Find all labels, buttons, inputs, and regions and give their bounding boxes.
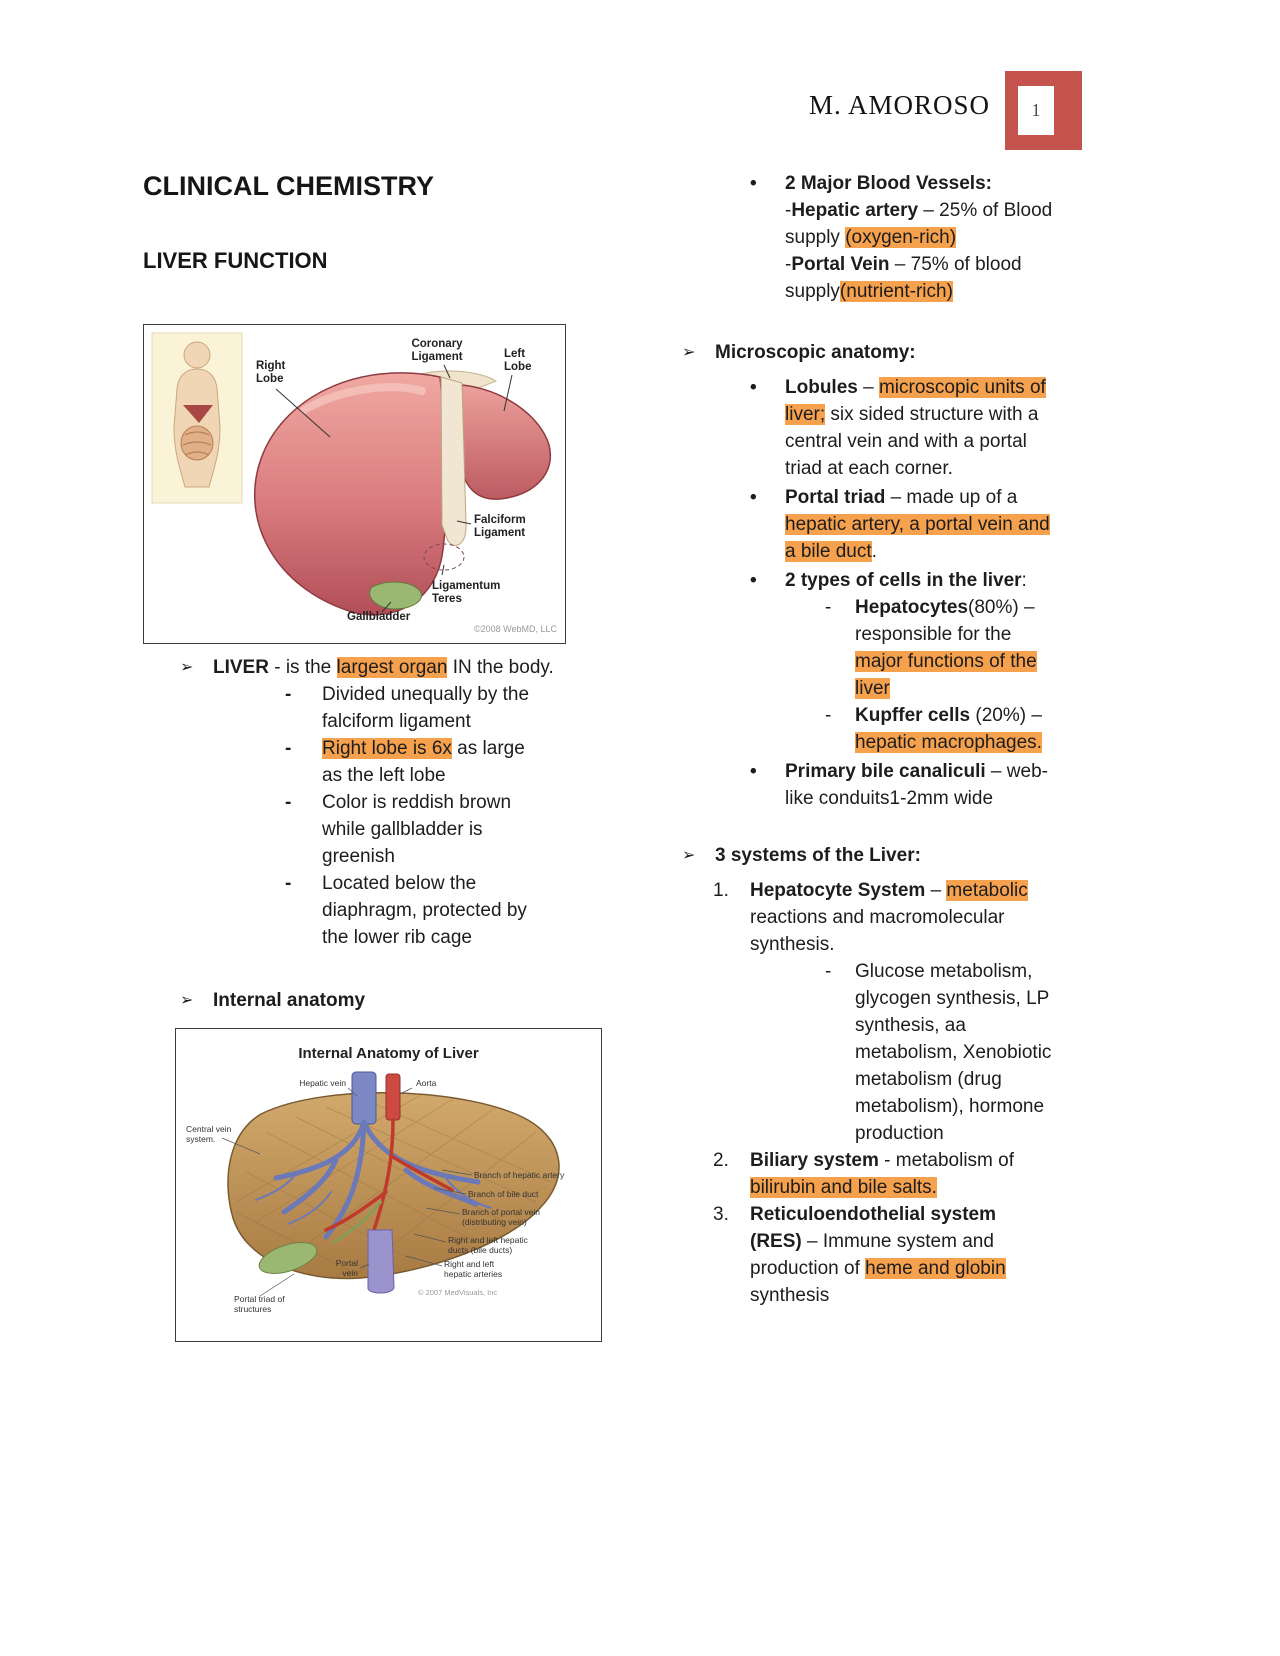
list-item-text (322, 789, 537, 870)
label-falciform-ligament-2: Ligament (474, 527, 526, 539)
right-column (680, 170, 1150, 1309)
page-title: CLINICAL CHEMISTRY (143, 171, 435, 201)
heading-text: Microscopic anatomy: (715, 342, 916, 363)
page-number: 1 (1018, 86, 1054, 135)
text-segment: – 25% of Blood supply (785, 200, 1053, 248)
list-item-text (855, 702, 1060, 756)
heading-internal-anatomy (143, 987, 613, 1014)
label-falciform-ligament: Falciform (474, 514, 526, 526)
label-coronary-ligament: Coronary (411, 338, 463, 350)
text-segment: Primary bile canaliculi (785, 761, 986, 782)
list-item-location (143, 870, 613, 951)
text-segment: Biliary system (750, 1150, 879, 1171)
text-segment: synthesis (750, 1285, 830, 1306)
internal-liver-illustration (176, 1062, 599, 1320)
text-segment: hepatic artery, a portal vein and a bile duct (785, 514, 1050, 562)
list-item-text (322, 870, 537, 951)
arrow-bullet-icon: ➢ (682, 344, 696, 361)
text-segment: – web-like conduits1-2mm wide (785, 761, 1048, 809)
label-left-lobe-2: Lobe (504, 361, 532, 373)
list-item-res-system (680, 1201, 1150, 1309)
dash-bullet-icon: - (825, 597, 832, 618)
aorta-shape (386, 1074, 400, 1120)
text-segment: heme and globin (865, 1258, 1006, 1279)
label-portal-triad-2: structures (234, 1304, 272, 1314)
text-segment: (20%) – (970, 705, 1042, 726)
figure-credit: © 2007 MedVisuals, Inc (418, 1288, 498, 1297)
list-item-liver (143, 654, 613, 681)
hepatic-vein-shape (352, 1072, 376, 1124)
list-item-right-lobe-size (143, 735, 613, 789)
text-segment: as large as the left lobe (322, 738, 525, 786)
dash-bullet-icon: - (285, 873, 292, 894)
list-item-biliary-system (680, 1147, 1150, 1201)
label-branch-portal-vein-2: (distributing vein) (462, 1217, 527, 1227)
list-item-hepatocytes (680, 594, 1150, 702)
section-title: LIVER FUNCTION (143, 248, 328, 273)
text-segment: Portal triad (785, 487, 886, 508)
liver-shape (255, 371, 551, 615)
text-segment: Kupffer cells (855, 705, 971, 726)
figure-title: Internal Anatomy of Liver (298, 1045, 479, 1062)
text-segment: 2 Major Blood Vessels: (785, 173, 992, 194)
list-item-text (785, 567, 1057, 594)
text-segment: (80%) – responsible for the (855, 597, 1035, 645)
label-coronary-ligament-2: Ligament (411, 351, 463, 363)
list-item-text (322, 681, 537, 735)
number-bullet: 1. (713, 880, 729, 901)
label-portal-triad: Portal triad of (234, 1294, 285, 1304)
dash-bullet-icon: - (285, 792, 292, 813)
list-item-color (143, 789, 613, 870)
list-item-glucose-metabolism (680, 958, 1150, 1147)
text-segment: – made up of a (885, 487, 1018, 508)
portal-vein-line (785, 251, 1057, 305)
arrow-bullet-icon: ➢ (180, 992, 194, 1009)
text-segment: metabolic (946, 880, 1028, 901)
label-central-vein: Central vein (186, 1124, 232, 1134)
arrow-bullet-icon: ➢ (682, 847, 696, 864)
text-segment: – 75% of blood supply (785, 254, 1022, 302)
number-bullet: 3. (713, 1204, 729, 1225)
heading-microscopic-anatomy (680, 339, 1150, 366)
text-segment: Lobules (785, 377, 858, 398)
text-segment: Portal Vein (791, 254, 890, 275)
text-segment: major functions of the liver (855, 651, 1037, 699)
text-segment: IN the body. (447, 657, 554, 678)
number-bullet: 2. (713, 1150, 729, 1171)
text-segment: . (871, 541, 877, 562)
list-item-lobules (680, 374, 1150, 482)
text-segment: Right lobe is 6x (322, 738, 452, 759)
text-segment: - is the (268, 657, 337, 678)
text-segment: Glucose metabolism, glycogen synthesis, LP synthesis, aa metabolism, Xenobiotic metabolism (drug metabolism), hormone production (855, 961, 1052, 1144)
arrow-bullet-icon: ➢ (180, 659, 194, 676)
text-segment: : (1021, 570, 1027, 591)
label-right-lobe: Right (256, 360, 286, 372)
text-segment: Located below the diaphragm, protected by the lower rib cage (322, 873, 527, 948)
text-segment: (oxygen-rich) (845, 227, 957, 248)
label-hepatic-vein: Hepatic vein (299, 1078, 346, 1088)
heading-text: 3 systems of the Liver: (715, 845, 921, 866)
list-item-text (750, 877, 1050, 958)
dash-bullet-icon: - (285, 684, 292, 705)
label-hepatic-ducts-2: ducts (bile ducts) (448, 1245, 513, 1255)
bullet-icon: • (750, 173, 757, 194)
label-ligamentum-teres: Ligamentum (432, 580, 501, 592)
label-aorta: Aorta (416, 1078, 437, 1088)
list-item-hepatocyte-system (680, 877, 1150, 958)
label-hepatic-arteries-2: hepatic arteries (444, 1269, 503, 1279)
label-portal-vein-2: vein (342, 1268, 358, 1278)
author-name: M. AMOROSO (808, 90, 990, 120)
bullet-icon: • (750, 761, 757, 782)
label-hepatic-ducts: Right and left hepatic (448, 1235, 528, 1245)
blood-vessels-heading (785, 170, 1057, 197)
text-segment: Hepatocyte System (750, 880, 926, 901)
external-liver-illustration (144, 325, 563, 641)
text-segment: Divided unequally by the falciform ligament (322, 684, 530, 732)
text-segment: – Immune system and production of (750, 1231, 994, 1279)
text-segment: Hepatocytes (855, 597, 968, 618)
figure-credit: ©2008 WebMD, LLC (474, 624, 558, 634)
text-segment: six sided structure with a central vein and with a portal triad at each corner. (785, 404, 1039, 479)
label-branch-bile-duct: Branch of bile duct (468, 1189, 539, 1199)
list-item-divided-unequally (143, 681, 613, 735)
bullet-icon: • (750, 377, 757, 398)
portal-vein-shape (368, 1230, 394, 1293)
text-segment: bilirubin and bile salts. (750, 1177, 937, 1198)
label-left-lobe: Left (504, 348, 526, 360)
gallbladder-shape (370, 582, 422, 609)
list-item-text (213, 654, 583, 681)
text-segment: - metabolism of (878, 1150, 1015, 1171)
list-item-text (785, 758, 1057, 812)
list-item-kupffer-cells (680, 702, 1150, 756)
label-ligamentum-teres-2: Teres (432, 593, 462, 605)
list-item-cell-types (680, 567, 1150, 594)
bullet-icon: • (750, 570, 757, 591)
page-number-badge (1005, 71, 1082, 150)
label-central-vein-2: system. (186, 1134, 216, 1144)
text-segment: (nutrient-rich) (839, 281, 953, 302)
text-segment: LIVER (213, 657, 269, 678)
label-gallbladder: Gallbladder (347, 611, 411, 623)
text-segment: largest organ (336, 657, 448, 678)
list-item-text (785, 484, 1057, 565)
list-item-text (322, 735, 537, 789)
text-segment: microscopic units of liver; (785, 377, 1046, 425)
text-segment: 2 types of cells in the liver (785, 570, 1022, 591)
list-item-text (785, 374, 1057, 482)
hepatic-artery-line (785, 197, 1057, 251)
text-segment: – (857, 377, 879, 398)
label-right-lobe-2: Lobe (256, 373, 284, 385)
human-body-inset (152, 333, 242, 503)
bullet-icon: • (750, 487, 757, 508)
text-segment: Reticuloendothelial system (RES) (750, 1204, 997, 1252)
list-item-text (855, 594, 1060, 702)
text-segment: - (785, 200, 792, 221)
list-item-text (750, 1201, 1050, 1309)
dash-bullet-icon: - (825, 705, 832, 726)
text-segment: - (785, 254, 792, 275)
dash-bullet-icon: - (285, 738, 292, 759)
heading-3-systems (680, 842, 1150, 869)
figure-internal-liver (175, 1028, 602, 1342)
text-segment: Color is reddish brown while gallbladder is greenish (322, 792, 512, 867)
list-item-blood-vessels (680, 170, 1150, 305)
text-segment: reactions and macromolecular synthesis. (750, 907, 1005, 955)
text-segment: hepatic macrophages. (855, 732, 1042, 753)
label-branch-hepatic-artery: Branch of hepatic artery (474, 1170, 565, 1180)
list-item-text (750, 1147, 1050, 1201)
figure-external-liver (143, 324, 566, 644)
dash-bullet-icon: - (825, 961, 832, 982)
label-portal-vein: Portal (335, 1258, 358, 1268)
label-branch-portal-vein: Branch of portal vein (462, 1207, 540, 1217)
list-item-bile-canaliculi (680, 758, 1150, 812)
text-segment: – (925, 880, 947, 901)
list-item-text (855, 958, 1073, 1147)
text-segment: Hepatic artery (791, 200, 919, 221)
list-item-portal-triad (680, 484, 1150, 565)
left-column (143, 170, 613, 1342)
heading-text: Internal anatomy (213, 990, 366, 1011)
list-item-text (785, 170, 1057, 305)
label-hepatic-arteries: Right and left (444, 1259, 495, 1269)
